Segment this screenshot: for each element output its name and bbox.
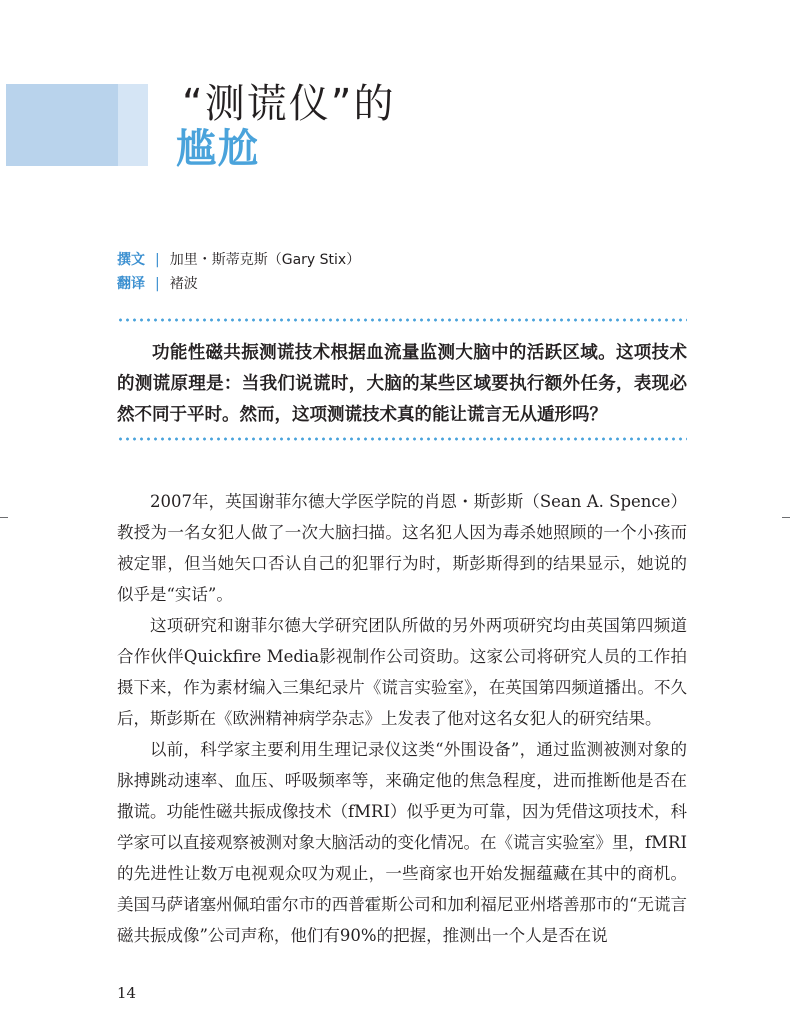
body-paragraph: 这项研究和谢菲尔德大学研究团队所做的另外两项研究均由英国第四频道合作伙伴Quickfire Media影视制作公司资助。这家公司将研究人员的工作拍摄下来，作为素材编入三集纪录片《谎言实验室》，在英国第四频道播出。不久后，斯彭斯在《欧洲精神病学杂志》上发表了他对这名女犯人的研究结果。 bbox=[117, 616, 687, 728]
author-credit bbox=[117, 250, 360, 270]
translator-credit bbox=[117, 274, 198, 294]
dotted-divider-bottom bbox=[117, 437, 687, 441]
body-paragraph: 以前，科学家主要利用生理记录仪这类“外围设备”，通过监测被测对象的脉搏跳动速率、血压、呼吸频率等，来确定他的焦急程度，进而推断他是否在撒谎。功能性磁共振成像技术（fMRI）似乎更为可靠，因为凭借这项技术，科学家可以直接观察被测对象大脑活动的变化情况。在《谎言实验室》里，fMRI的先进性让数万电视观众叹为观止，一些商家也开始发掘蕴藏在其中的商机。美国马萨诸塞州佩珀雷尔市的西普霍斯公司和加利福尼亚州塔善那市的“无谎言磁共振成像”公司声称，他们有90%的把握，推测出一个人是否在说 bbox=[117, 740, 687, 945]
author-name: 加里・斯蒂克斯（Gary Stix） bbox=[169, 252, 361, 268]
credit-separator: | bbox=[155, 276, 160, 292]
article-body bbox=[117, 486, 687, 951]
author-label: 撰文 bbox=[117, 252, 145, 268]
article-title-highlight: 尴尬 bbox=[176, 126, 260, 172]
translator-name: 褚波 bbox=[169, 276, 198, 292]
crop-mark-left bbox=[0, 517, 8, 518]
body-paragraph: 2007年，英国谢菲尔德大学医学院的肖恩・斯彭斯（Sean A. Spence）教授为一名女犯人做了一次大脑扫描。这名犯人因为毒杀她照顾的一个小孩而被定罪，但当她矢口否认自己的犯罪行为时，斯彭斯得到的结果显示，她说的似乎是“实话”。 bbox=[117, 492, 687, 604]
dotted-divider-top bbox=[117, 318, 687, 322]
header-color-block-light bbox=[118, 84, 148, 166]
abstract: 功能性磁共振测谎技术根据血流量监测大脑中的活跃区域。这项技术的测谎原理是：当我们说谎时，大脑的某些区域要执行额外任务，表现必然不同于平时。然而，这项测谎技术真的能让谎言无从遁形吗？ bbox=[117, 343, 687, 425]
page-number: 14 bbox=[117, 984, 137, 1002]
translator-label: 翻译 bbox=[117, 276, 145, 292]
header-color-block bbox=[6, 84, 118, 166]
credit-separator: | bbox=[155, 252, 160, 268]
article-title: “测谎仪”的 bbox=[182, 81, 396, 127]
crop-mark-right bbox=[782, 517, 790, 518]
